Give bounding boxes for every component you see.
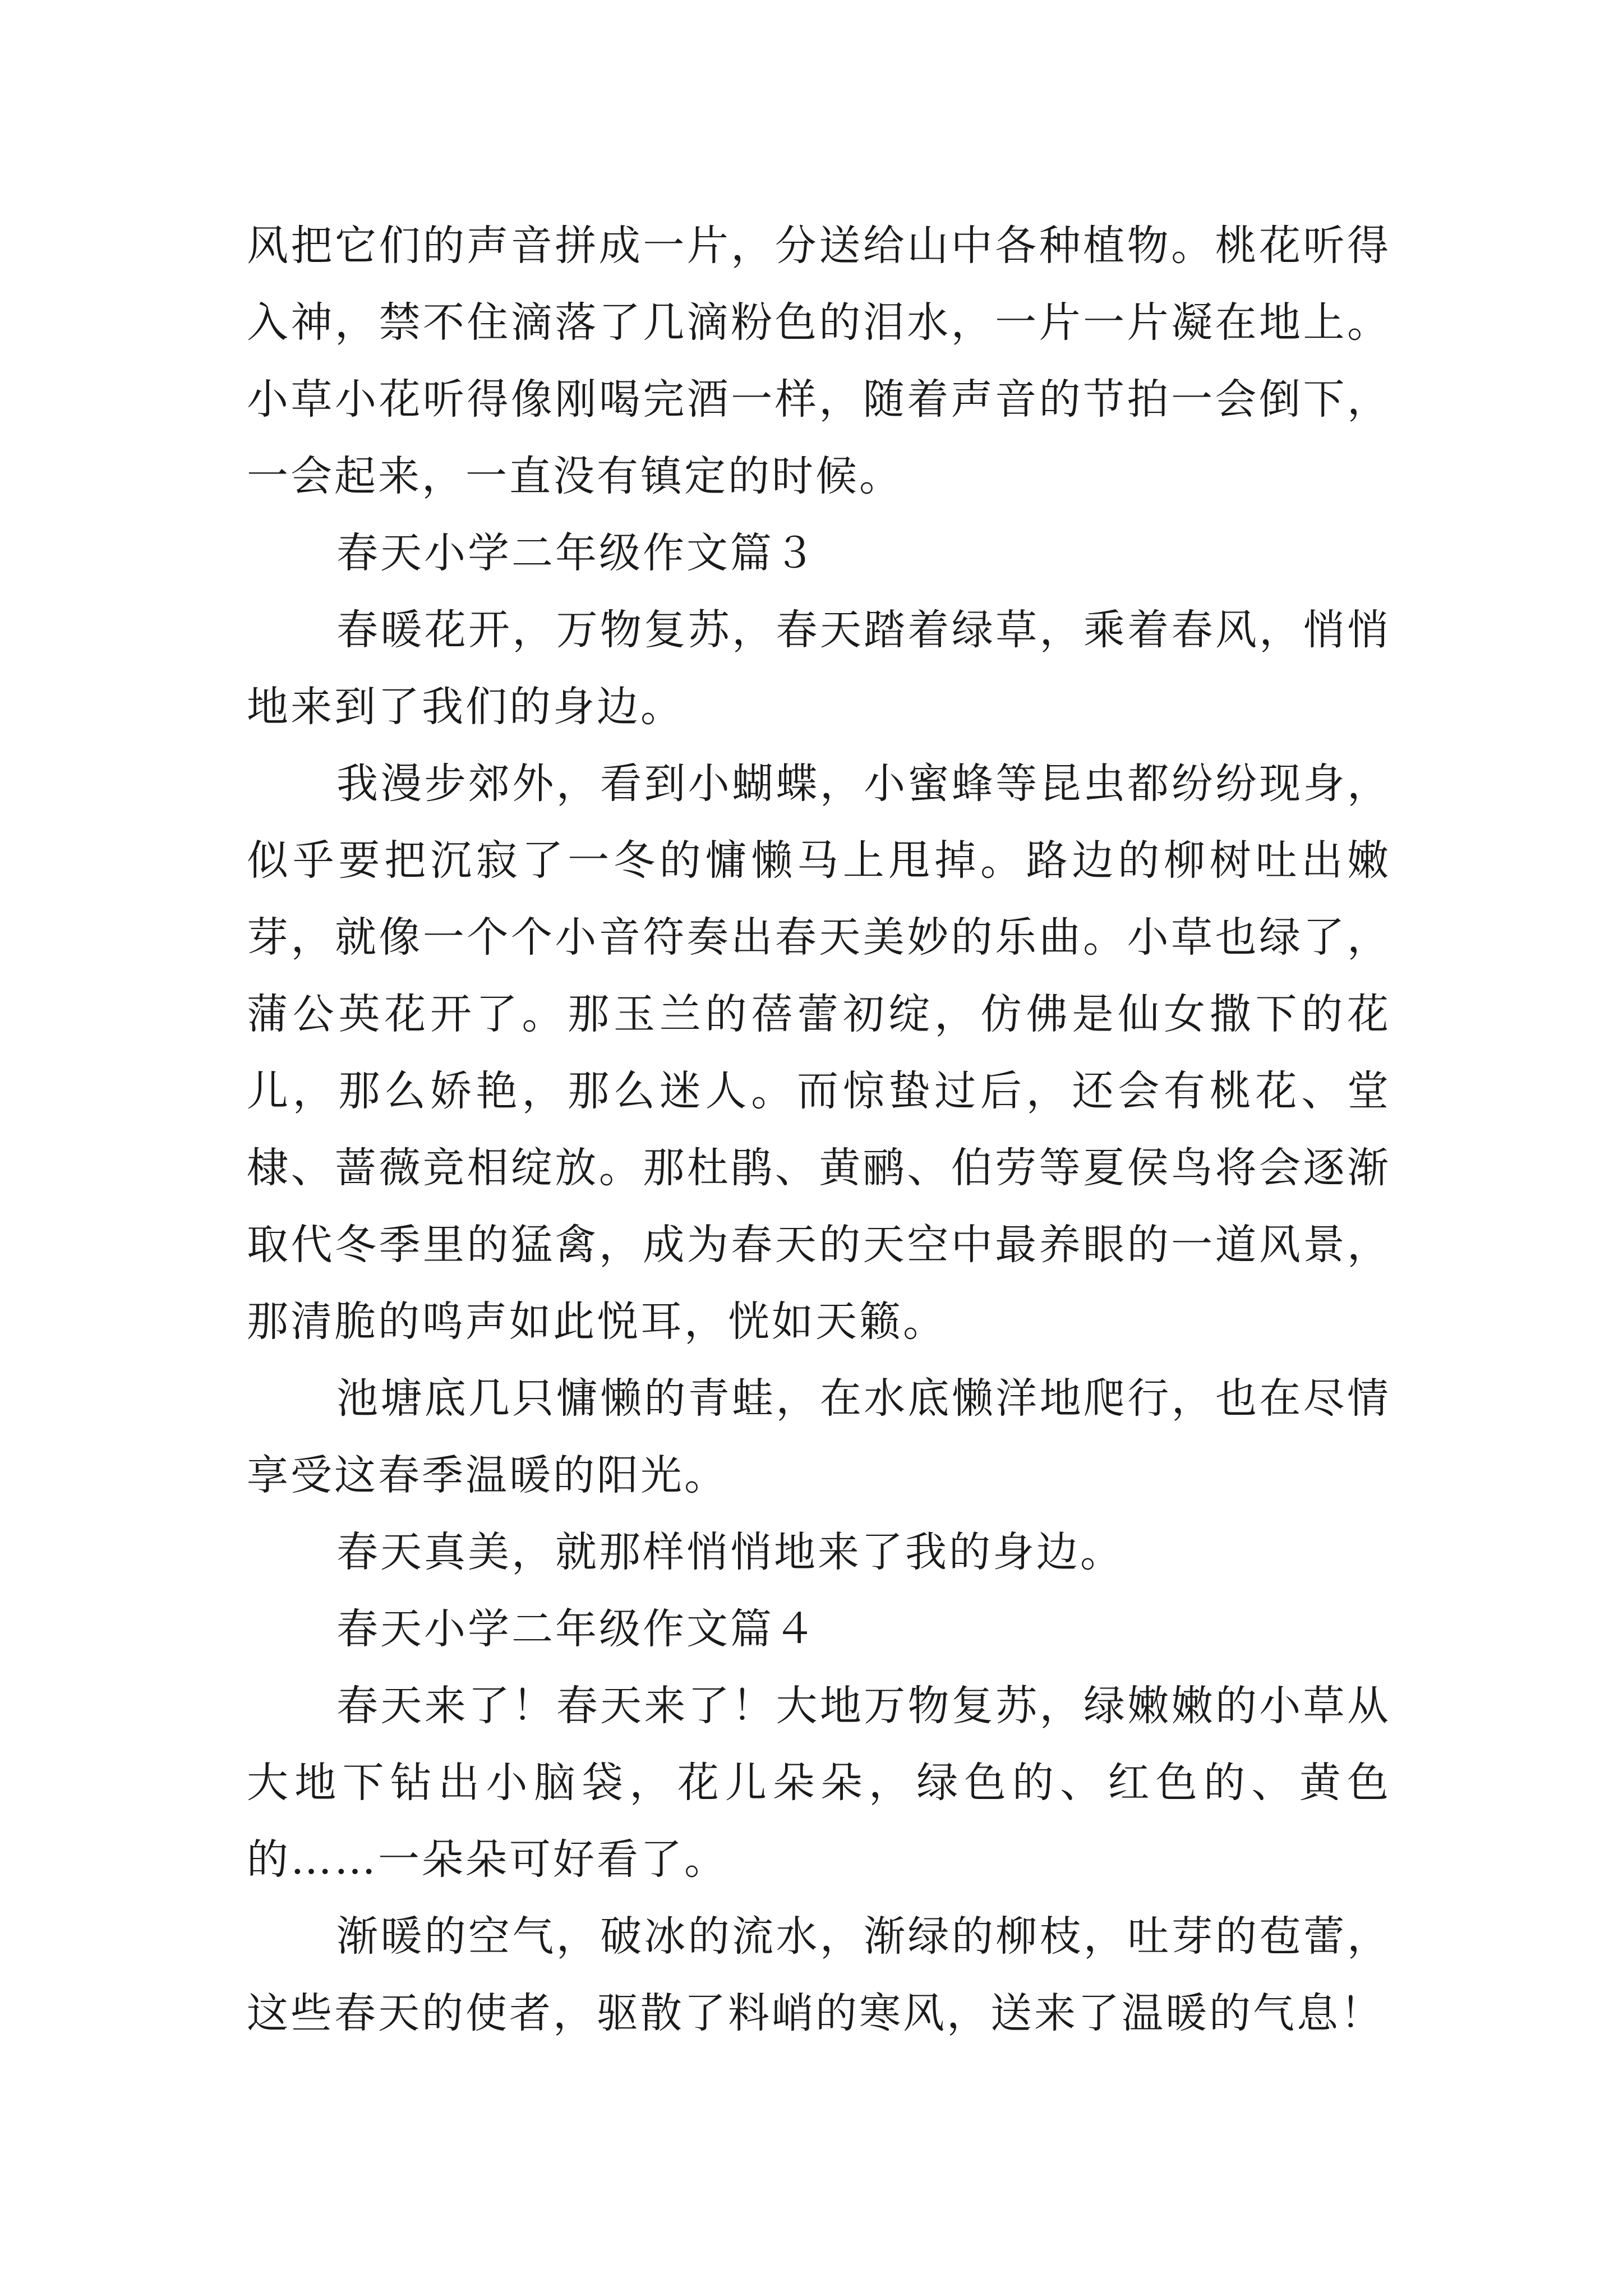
paragraph: 春暖花开，万物复苏，春天踏着绿草，乘着春风，悄悄地来到了我们的身边。 [247,606,1391,731]
document-body [247,208,1391,2052]
paragraph-continued: 风把它们的声音拼成一片，分送给山中各种植物。桃花听得入神，禁不住滴落了几滴粉色的泪水，一片一片凝在地上。小草小花听得像刚喝完酒一样，随着声音的节拍一会倒下，一会起来，一直没有镇定的时候。 [247,222,1391,500]
paragraph: 我漫步郊外，看到小蝴蝶，小蜜蜂等昆虫都纷纷现身，似乎要把沉寂了一冬的慵懒马上甩掉。路边的柳树吐出嫩芽，就像一个个小音符奏出春天美妙的乐曲。小草也绿了，蒲公英花开了。那玉兰的蓓蕾初绽，仿佛是仙女撒下的花儿，那么娇艳，那么迷人。而惊蛰过后，还会有桃花、堂棣、蔷薇竞相绽放。那杜鹃、黄鹂、伯劳等夏侯鸟将会逐渐取代冬季里的猛禽，成为春天的天空中最养眼的一道风景，那清脆的鸣声如此悦耳，恍如天籁。 [247,760,1391,1346]
paragraph: 渐暖的空气，破冰的流水，渐绿的柳枝，吐芽的苞蕾，这些春天的使者，驱散了料峭的寒风，送来了温暖的气息！ [247,1912,1391,2037]
paragraph: 春天真美，就那样悄悄地来了我的身边。 [336,1528,1124,1576]
paragraph: 春天来了！春天来了！大地万物复苏，绿嫩嫩的小草从大地下钻出小脑袋，花儿朵朵，绿色的、红色的、黄色的……一朵朵可好看了。 [247,1682,1391,1884]
section-heading-4: 春天小学二年级作文篇４ [336,1605,818,1653]
section-heading-3: 春天小学二年级作文篇３ [336,529,818,577]
paragraph: 池塘底几只慵懒的青蛙，在水底懒洋地爬行，也在尽情享受这春季温暖的阳光。 [247,1374,1391,1499]
